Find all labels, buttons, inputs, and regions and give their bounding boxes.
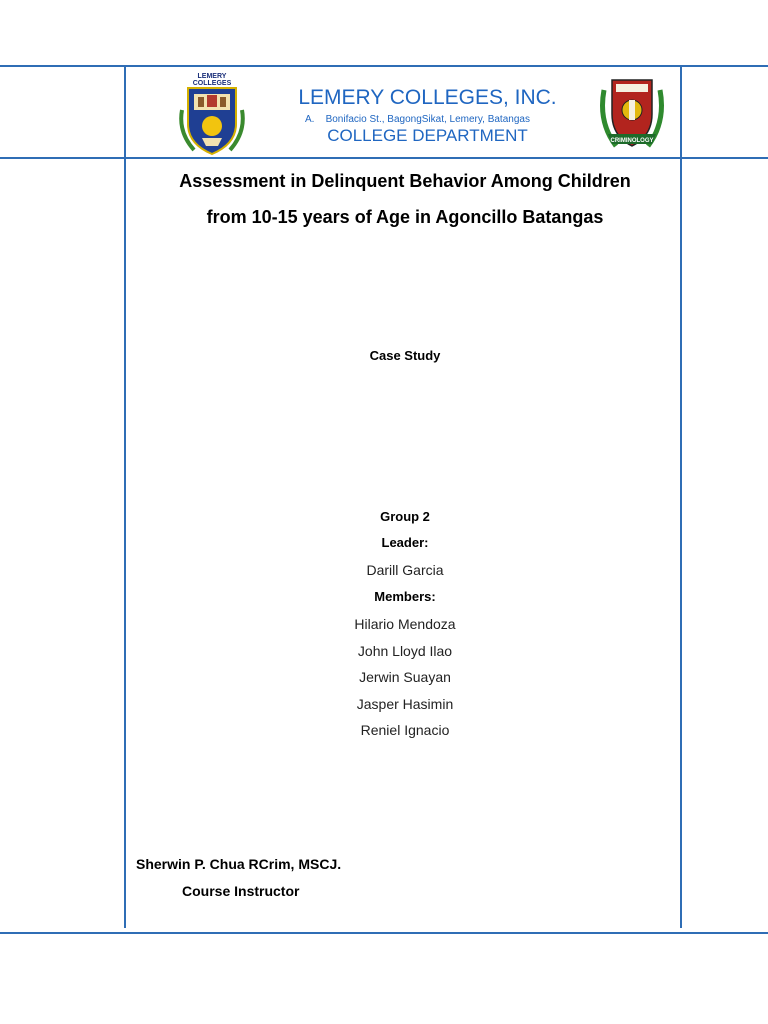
member-name: Jasper Hasimin: [356, 696, 454, 712]
instructor-role: Course Instructor: [182, 883, 300, 899]
svg-text:COLLEGES: COLLEGES: [192, 80, 232, 87]
left-border-lower: [124, 495, 126, 928]
org-name: LEMERY COLLEGES, INC.: [298, 86, 557, 109]
document-title-line2: from 10-15 years of Age in Agoncillo Batangas: [206, 207, 604, 227]
address-prefix: A.: [305, 114, 315, 125]
left-border: [124, 65, 126, 495]
member-name: Hilario Mendoza: [354, 616, 456, 632]
document-title-line1: Assessment in Delinquent Behavior Among Children: [179, 171, 631, 191]
instructor-name: Sherwin P. Chua RCrim, MSCJ.: [136, 856, 342, 872]
member-name: John Lloyd Ilao: [357, 643, 453, 659]
document-type: Case Study: [369, 348, 441, 363]
right-border: [680, 65, 682, 928]
top-border: [0, 65, 768, 67]
department-name: COLLEGE DEPARTMENT: [327, 126, 528, 145]
leader-name: Darill Garcia: [366, 562, 444, 578]
bottom-border: [0, 932, 768, 934]
member-name: Reniel Ignacio: [360, 722, 450, 738]
college-seal-logo: [176, 70, 248, 160]
members-label: Members:: [374, 589, 436, 604]
criminology-seal-logo: [596, 72, 668, 156]
member-name: Jerwin Suayan: [359, 669, 451, 685]
right-logo-label: CRIMINOLOGY: [610, 138, 654, 144]
group-name: Group 2: [380, 509, 430, 524]
org-address: [305, 114, 565, 126]
address-text: Bonifacio St., BagongSikat, Lemery, Batangas: [325, 114, 530, 125]
svg-text:LEMERY: LEMERY: [197, 73, 227, 80]
header-divider: [0, 157, 768, 159]
leader-label: Leader:: [381, 535, 429, 550]
